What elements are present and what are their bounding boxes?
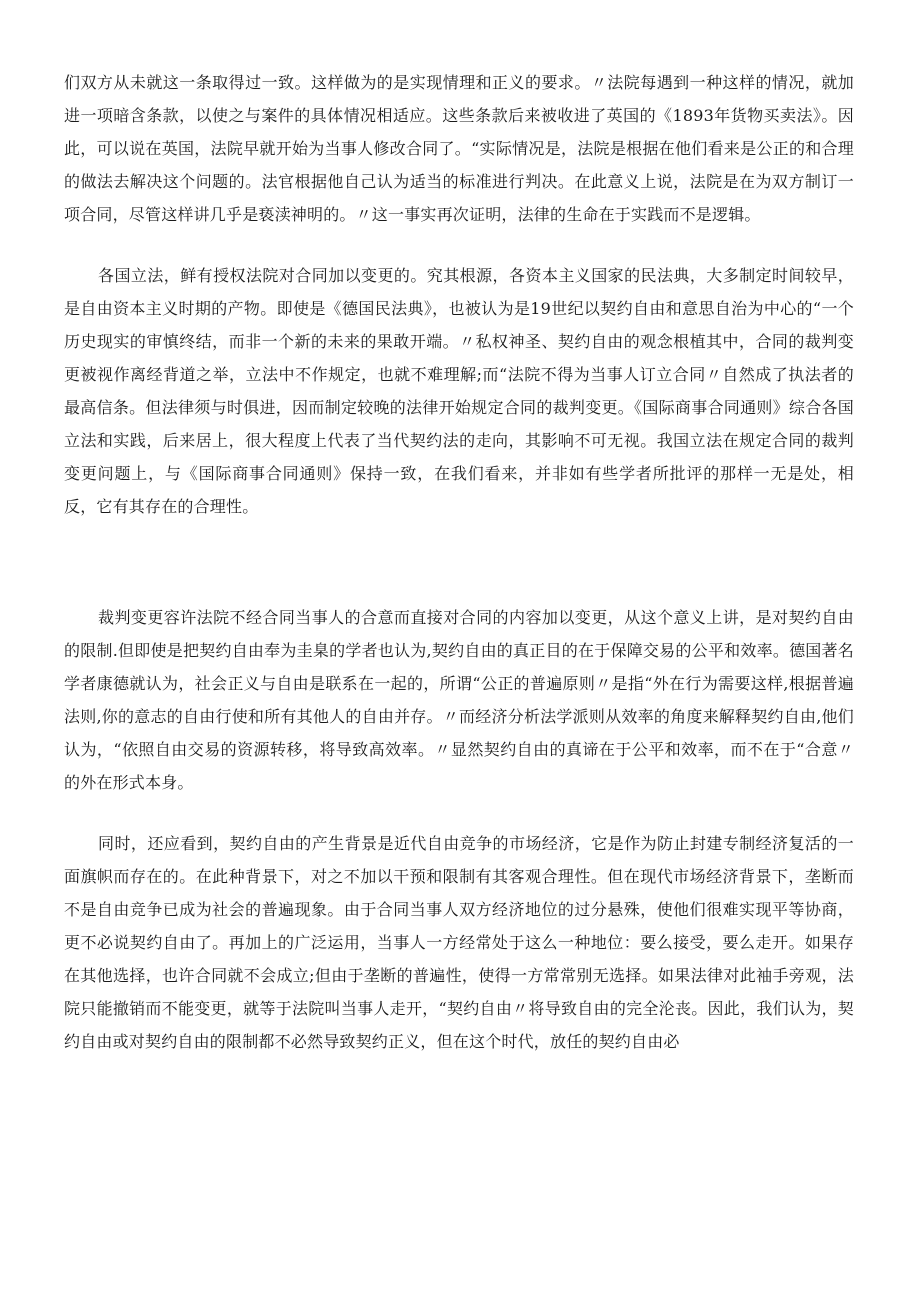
paragraph-1: 们双方从未就这一条取得过一致。这样做为的是实现情理和正义的要求。〃法院每遇到一种这样的情况，就加进一项暗含条款，以使之与案件的具体情况相适应。这些条款后来被收进了英国的《1893年货物买卖法》。因此，可以说在英国，法院早就开始为当事人修改合同了。“实际情况是，法院是根据在他们看来是公正的和合理的做法去解决这个问题的。法官根据他自己认为适当的标准进行判决。在此意义上说，法院是在为双方制订一项合同，尽管这样讲几乎是亵渎神明的。〃这一事实再次证明，法律的生命在于实践而不是逻辑。 [64, 73, 854, 224]
paragraph-2: 各国立法，鲜有授权法院对合同加以变更的。究其根源，各资本主义国家的民法典，大多制定时间较早，是自由资本主义时期的产物。即使是《德国民法典》，也被认为是19世纪以契约自由和意思自治为中心的“一个历史现实的审慎终结，而非一个新的未来的果敢开端。〃私权神圣、契约自由的观念根植其中，合同的裁判变更被视作离经背道之举，立法中不作规定，也就不难理解;而“法院不得为当事人订立合同〃自然成了执法者的最高信条。但法律须与时俱进，因而制定较晚的法律开始规定合同的裁判变更。《国际商事合同通则》综合各国立法和实践，后来居上，很大程度上代表了当代契约法的走向，其影响不可无视。我国立法在规定合同的裁判变更问题上，与《国际商事合同通则》保持一致，在我们看来，并非如有些学者所批评的那样一无是处，相反，它有其存在的合理性。 [64, 266, 854, 516]
document-page [64, 66, 854, 1058]
paragraph-4: 同时，还应看到，契约自由的产生背景是近代自由竞争的市场经济，它是作为防止封建专制经济复活的一面旗帜而存在的。在此种背景下，对之不加以干预和限制有其客观合理性。但在现代市场经济背景下，垄断而不是自由竞争已成为社会的普遍现象。由于合同当事人双方经济地位的过分悬殊，使他们很难实现平等协商，更不必说契约自由了。再加上的广泛运用，当事人一方经常处于这么一种地位：要么接受，要么走开。如果存在其他选择，也许合同就不会成立;但由于垄断的普遍性，使得一方常常别无选择。如果法律对此袖手旁观，法院只能撤销而不能变更，就等于法院叫当事人走开，“契约自由〃将导致自由的完全沦丧。因此，我们认为，契约自由或对契约自由的限制都不必然导致契约正义，但在这个时代，放任的契约自由必 [64, 834, 854, 1051]
paragraph-3: 裁判变更容许法院不经合同当事人的合意而直接对合同的内容加以变更，从这个意义上讲，是对契约自由的限制.但即使是把契约自由奉为圭臬的学者也认为,契约自由的真正目的在于保障交易的公平和效率。德国著名学者康德就认为，社会正义与自由是联系在一起的，所谓“公正的普遍原则〃是指“外在行为需要这样,根据普遍法则,你的意志的自由行使和所有其他人的自由并存。〃而经济分析法学派则从效率的角度来解释契约自由,他们认为，“依照自由交易的资源转移，将导致高效率。〃显然契约自由的真谛在于公平和效率，而不在于“合意〃的外在形式本身。 [64, 608, 854, 792]
